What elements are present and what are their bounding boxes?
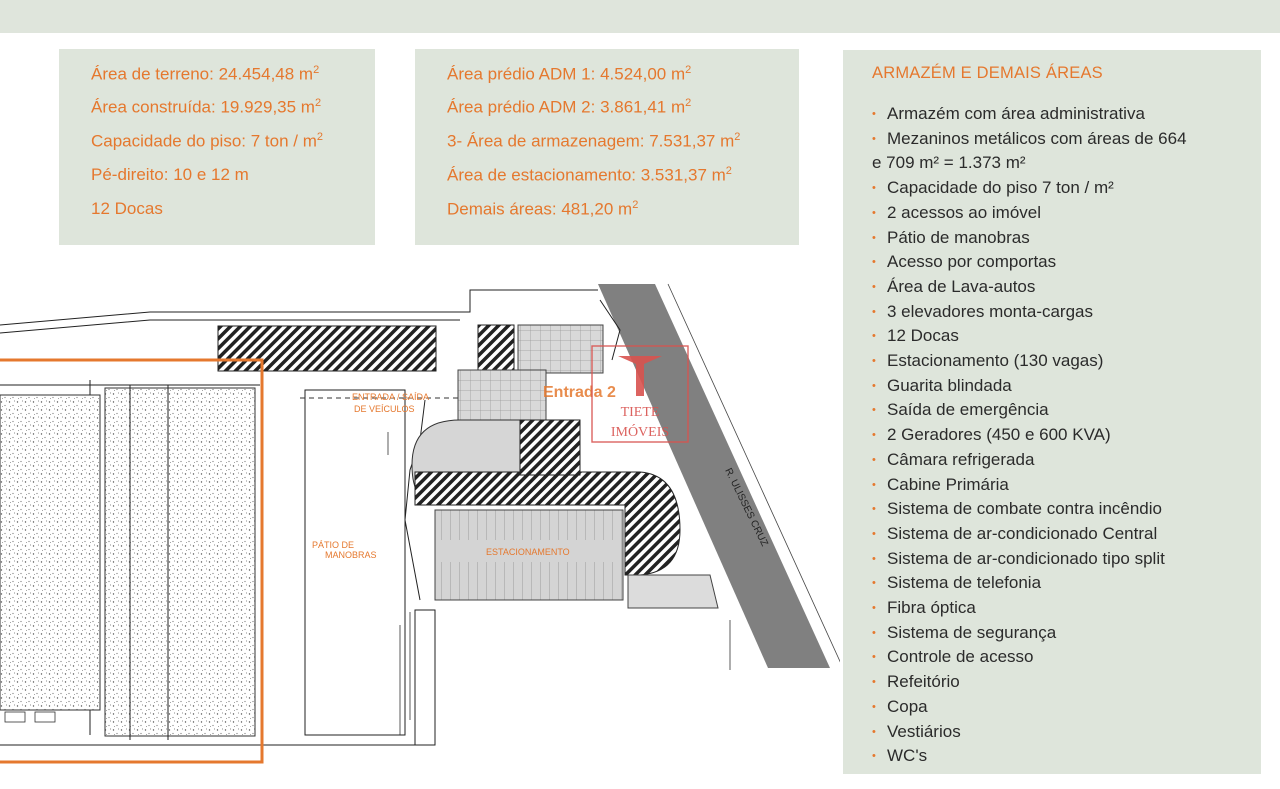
specs-box-left <box>59 49 375 245</box>
list-item: • Sistema de telefonia <box>872 571 1187 596</box>
list-item: • Sistema de ar-condicionado Central <box>872 522 1187 547</box>
list-item: • Área de Lava-autos <box>872 275 1187 300</box>
entrada-2-label: Entrada 2 <box>543 384 616 401</box>
list-item: • Controle de acesso <box>872 645 1187 670</box>
top-band <box>0 0 1280 33</box>
dock-strip <box>218 326 436 371</box>
specs-box-middle <box>415 49 799 245</box>
list-item: • Pátio de manobras <box>872 226 1187 251</box>
spec-area-construida: Área construída: 19.929,35 $m^2$ <box>91 97 322 117</box>
logo-text-1: TIETE <box>620 405 660 420</box>
entrada-saida-label-2: DE VEÍCULOS <box>354 404 415 414</box>
site-plan <box>0 278 840 783</box>
list-item: • Acesso por comportas <box>872 250 1187 275</box>
spec-docas: 12 Docas <box>91 199 163 218</box>
list-item: • Saída de emergência <box>872 398 1187 423</box>
list-item: • Capacidade do piso 7 ton / m² <box>872 176 1187 201</box>
list-item: • Cabine Primária <box>872 473 1187 498</box>
entrada-saida-label-1: ENTRADA / SAÍDA <box>352 392 430 402</box>
spec-adm1: Área prédio ADM 1: 4.524,00 $m^2$ <box>447 64 692 84</box>
logo-text-2: IMÓVEIS <box>610 425 670 440</box>
list-item: • Armazém com área administrativa <box>872 102 1187 127</box>
list-item: • Mezaninos metálicos com áreas de 664 e 709 m² = 1.373 m² <box>872 127 1187 176</box>
list-item: • Câmara refrigerada <box>872 448 1187 473</box>
spec-area-terreno: Área de terreno: 24.454,48 $m^2$ <box>91 64 320 84</box>
features-title: ARMAZÉM E DEMAIS ÁREAS <box>872 64 1103 82</box>
list-item: • Estacionamento (130 vagas) <box>872 349 1187 374</box>
list-item: • Refeitório <box>872 670 1187 695</box>
features-panel <box>843 50 1261 774</box>
pavement-area <box>458 370 546 420</box>
list-item: • 3 elevadores monta-cargas <box>872 300 1187 325</box>
estacionamento-top <box>518 325 603 373</box>
list-item: • Vestiários <box>872 720 1187 745</box>
patio-label-2: MANOBRAS <box>325 550 377 560</box>
spec-capacidade-piso: Capacidade do piso: 7 ton / $m^2$ <box>91 131 323 151</box>
guarita-block <box>478 325 514 373</box>
spec-demais-areas: Demais áreas: 481,20 $m^2$ <box>447 199 639 219</box>
features-list <box>872 102 1187 769</box>
spec-armazenagem: 3- Área de armazenagem: 7.531,37 $m^2$ <box>447 131 741 151</box>
street-label: R. ULISSES CRUZ <box>722 466 770 549</box>
spec-pe-direito: Pé-direito: 10 e 12 m <box>91 165 249 184</box>
warehouse-floor-left <box>0 395 100 710</box>
side-lot <box>628 575 718 608</box>
list-item: • 2 Geradores (450 e 600 KVA) <box>872 423 1187 448</box>
list-item: • 2 acessos ao imóvel <box>872 201 1187 226</box>
warehouse-floor-right <box>105 388 255 736</box>
estacionamento-label: ESTACIONAMENTO <box>486 547 570 557</box>
list-item: • Fibra óptica <box>872 596 1187 621</box>
spec-estacionamento: Área de estacionamento: 3.531,37 $m^2$ <box>447 165 732 185</box>
list-item: • WC's <box>872 744 1187 769</box>
list-item: • Copa <box>872 695 1187 720</box>
patio-label-1: PÁTIO DE <box>312 540 355 550</box>
list-item: • 12 Docas <box>872 324 1187 349</box>
spec-adm2: Área prédio ADM 2: 3.861,41 $m^2$ <box>447 97 692 117</box>
list-item: • Sistema de combate contra incêndio <box>872 497 1187 522</box>
list-item: • Sistema de ar-condicionado tipo split <box>872 547 1187 572</box>
list-item: • Guarita blindada <box>872 374 1187 399</box>
list-item: • Sistema de segurança <box>872 621 1187 646</box>
